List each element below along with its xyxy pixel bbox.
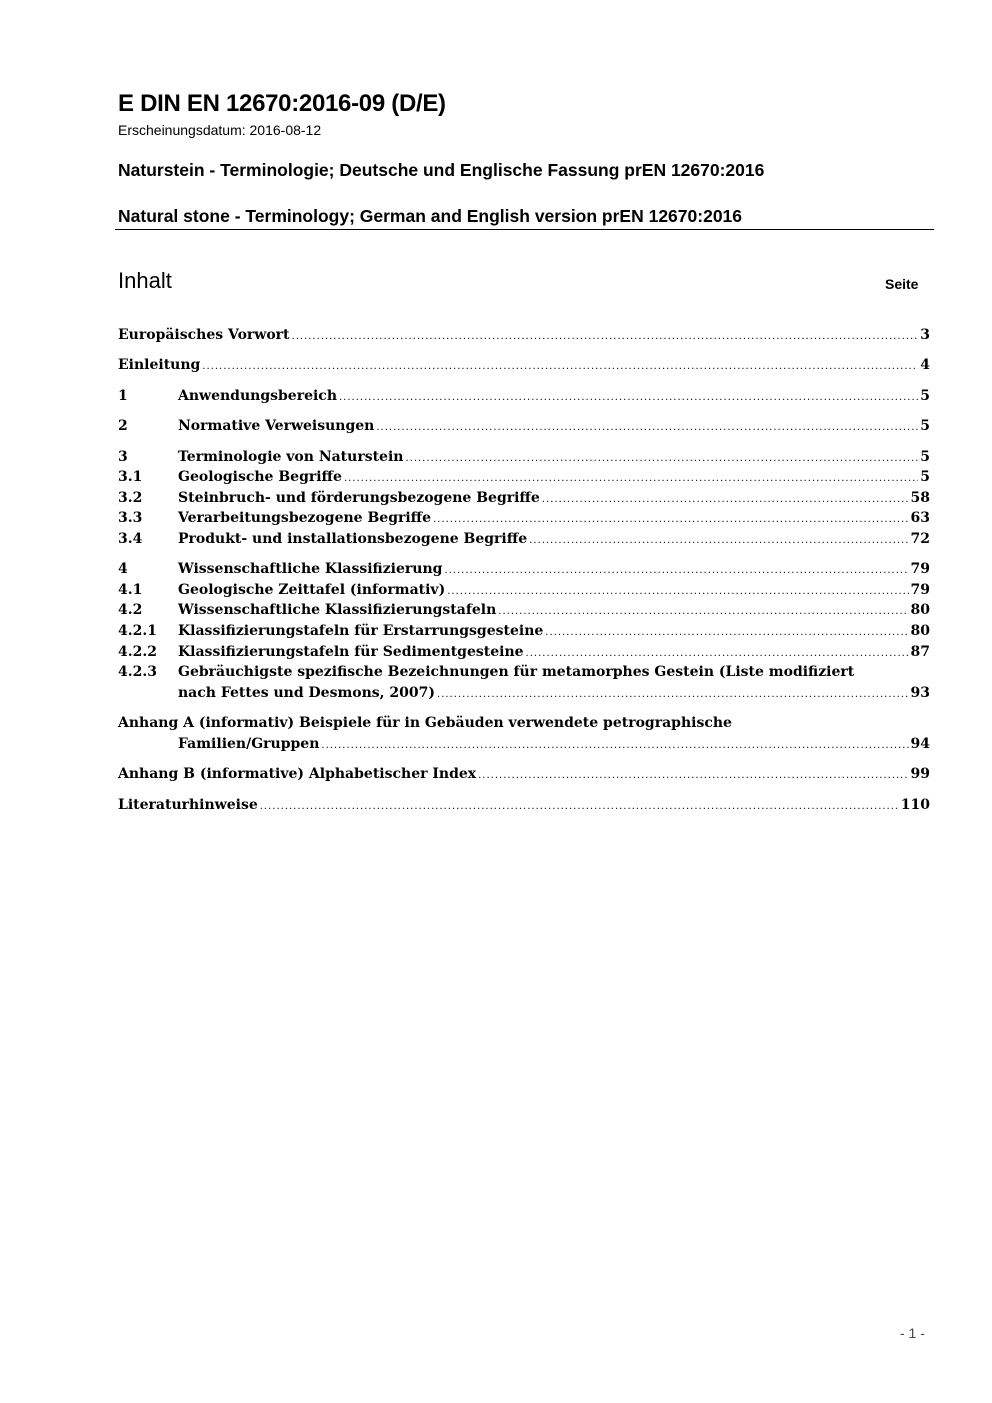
toc-entry-page: 3 <box>920 327 930 343</box>
toc-entry-title: Verarbeitungsbezogene Begriffe <box>178 510 432 526</box>
toc-leader-dots <box>542 490 909 510</box>
toc-entry-title: Einleitung <box>118 357 201 373</box>
toc-entry-title: Geologische Begriffe <box>178 469 342 485</box>
toc-entry-page: 79 <box>910 561 930 577</box>
toc-entry-title: Klassifizierungstafeln für Sedimentgesteine <box>178 644 524 660</box>
toc-entry-continuation[interactable] <box>178 734 930 756</box>
toc-entry-page: 110 <box>900 797 930 813</box>
toc-leader-dots <box>526 644 909 664</box>
toc-entry-title: Anhang B (informative) Alphabetischer Index <box>118 766 477 782</box>
toc-entry-title-continued: nach Fettes und Desmons, 2007) <box>178 685 436 701</box>
toc-leader-dots <box>545 623 908 643</box>
toc-entry-title: Europäisches Vorwort <box>118 327 290 343</box>
toc-entry-title: Anhang A (informativ) Beispiele für in Gebäuden verwendete petrographische <box>118 715 732 731</box>
toc-entry-number: 4 <box>118 561 128 577</box>
toc-entry-title: Literaturhinweise <box>118 797 258 813</box>
toc-leader-dots <box>321 736 908 756</box>
toc-entry-page: 5 <box>920 418 930 434</box>
toc-entry-number: 4.1 <box>118 582 143 598</box>
toc-entry-number: 3.4 <box>118 531 143 547</box>
toc-entry[interactable] <box>118 386 930 408</box>
toc-entry-title: Anwendungsbereich <box>178 388 337 404</box>
toc-leader-dots <box>202 357 918 377</box>
toc-entry-page: 80 <box>910 623 930 639</box>
toc-entry-page: 63 <box>910 510 930 526</box>
toc-entry[interactable] <box>118 325 930 347</box>
toc-leader-dots <box>376 418 918 438</box>
toc-entry-page: 93 <box>910 685 930 701</box>
toc-entry-page: 94 <box>910 736 930 752</box>
toc-entry-page: 5 <box>920 469 930 485</box>
toc-leader-dots <box>339 388 918 408</box>
toc-leader-dots <box>498 602 908 622</box>
toc-entry-title: Produkt- und installationsbezogene Begriffe <box>178 531 528 547</box>
toc-entry-title: Geologische Zeittafel (informativ) <box>178 582 446 598</box>
toc-leader-dots <box>405 449 918 469</box>
toc-entry-title-continued: Familien/Gruppen <box>178 736 320 752</box>
toc-entry-page: 58 <box>910 490 930 506</box>
toc-entry-number: 3 <box>118 449 128 465</box>
toc-entry-number: 4.2.1 <box>118 623 157 639</box>
toc-entry-page: 80 <box>910 602 930 618</box>
toc-entry[interactable] <box>118 713 732 733</box>
toc-entry-number: 3.1 <box>118 469 143 485</box>
toc-leader-dots <box>437 685 909 705</box>
toc-entry[interactable] <box>118 764 930 786</box>
publication-date: Erscheinungsdatum: 2016-08-12 <box>118 122 322 138</box>
toc-entry-title: Klassifizierungstafeln für Erstarrungsgesteine <box>178 623 544 639</box>
toc-entry[interactable] <box>118 600 930 622</box>
toc-entry[interactable] <box>118 447 930 469</box>
toc-leader-dots <box>447 582 908 602</box>
toc-entry-number: 3.3 <box>118 510 143 526</box>
toc-entry-page: 5 <box>920 388 930 404</box>
toc-entry-page: 87 <box>910 644 930 660</box>
toc-entry-number: 1 <box>118 388 128 404</box>
toc-entry[interactable] <box>118 662 930 682</box>
toc-entry[interactable] <box>118 488 930 510</box>
toc-entry-page: 72 <box>910 531 930 547</box>
title-german: Naturstein - Terminologie; Deutsche und Englische Fassung prEN 12670:2016 <box>118 160 765 180</box>
toc-entry-title: Gebräuchigste spezifische Bezeichnungen für metamorphes Gestein (Liste modifiziert <box>178 664 855 680</box>
document-code: E DIN EN 12670:2016-09 (D/E) <box>118 90 446 117</box>
toc-entry[interactable] <box>118 467 930 489</box>
toc-entry-number: 2 <box>118 418 128 434</box>
toc-leader-dots <box>529 531 908 551</box>
toc-leader-dots <box>344 469 918 489</box>
toc-entry-page: 99 <box>910 766 930 782</box>
toc-entry-title: Terminologie von Naturstein <box>178 449 404 465</box>
toc-leader-dots <box>292 327 919 347</box>
toc-leader-dots <box>444 561 908 581</box>
toc-entry-number: 4.2 <box>118 602 143 618</box>
header-divider <box>115 229 934 230</box>
toc-entry[interactable] <box>118 355 930 377</box>
toc-entry[interactable] <box>118 508 930 530</box>
toc-entry-continuation[interactable] <box>178 683 930 705</box>
toc-heading: Inhalt <box>118 268 172 293</box>
toc-entry[interactable] <box>118 559 930 581</box>
toc-entry[interactable] <box>118 416 930 438</box>
toc-entry-title: Wissenschaftliche Klassifizierung <box>178 561 443 577</box>
toc-entry-title: Steinbruch- und förderungsbezogene Begriffe <box>178 490 540 506</box>
toc-leader-dots <box>478 766 908 786</box>
toc-entry[interactable] <box>118 795 930 817</box>
toc-leader-dots <box>260 797 899 817</box>
toc-entry-page: 4 <box>920 357 930 373</box>
toc-entry[interactable] <box>118 621 930 643</box>
toc-entry-number: 4.2.2 <box>118 644 157 660</box>
toc-entry-page: 5 <box>920 449 930 465</box>
toc-entry-title: Normative Verweisungen <box>178 418 375 434</box>
toc-entry-title: Wissenschaftliche Klassifizierungstafeln <box>178 602 497 618</box>
toc-entry[interactable] <box>118 642 930 664</box>
toc-entry[interactable] <box>118 529 930 551</box>
title-english: Natural stone - Terminology; German and English version prEN 12670:2016 <box>118 206 743 226</box>
toc-entry-number: 3.2 <box>118 490 143 506</box>
toc-entry[interactable] <box>118 580 930 602</box>
toc-entry-page: 79 <box>910 582 930 598</box>
toc-entry-number: 4.2.3 <box>118 664 157 680</box>
toc-leader-dots <box>433 510 908 530</box>
page-number: - 1 - <box>900 1325 925 1341</box>
page-column-label: Seite <box>885 276 919 292</box>
